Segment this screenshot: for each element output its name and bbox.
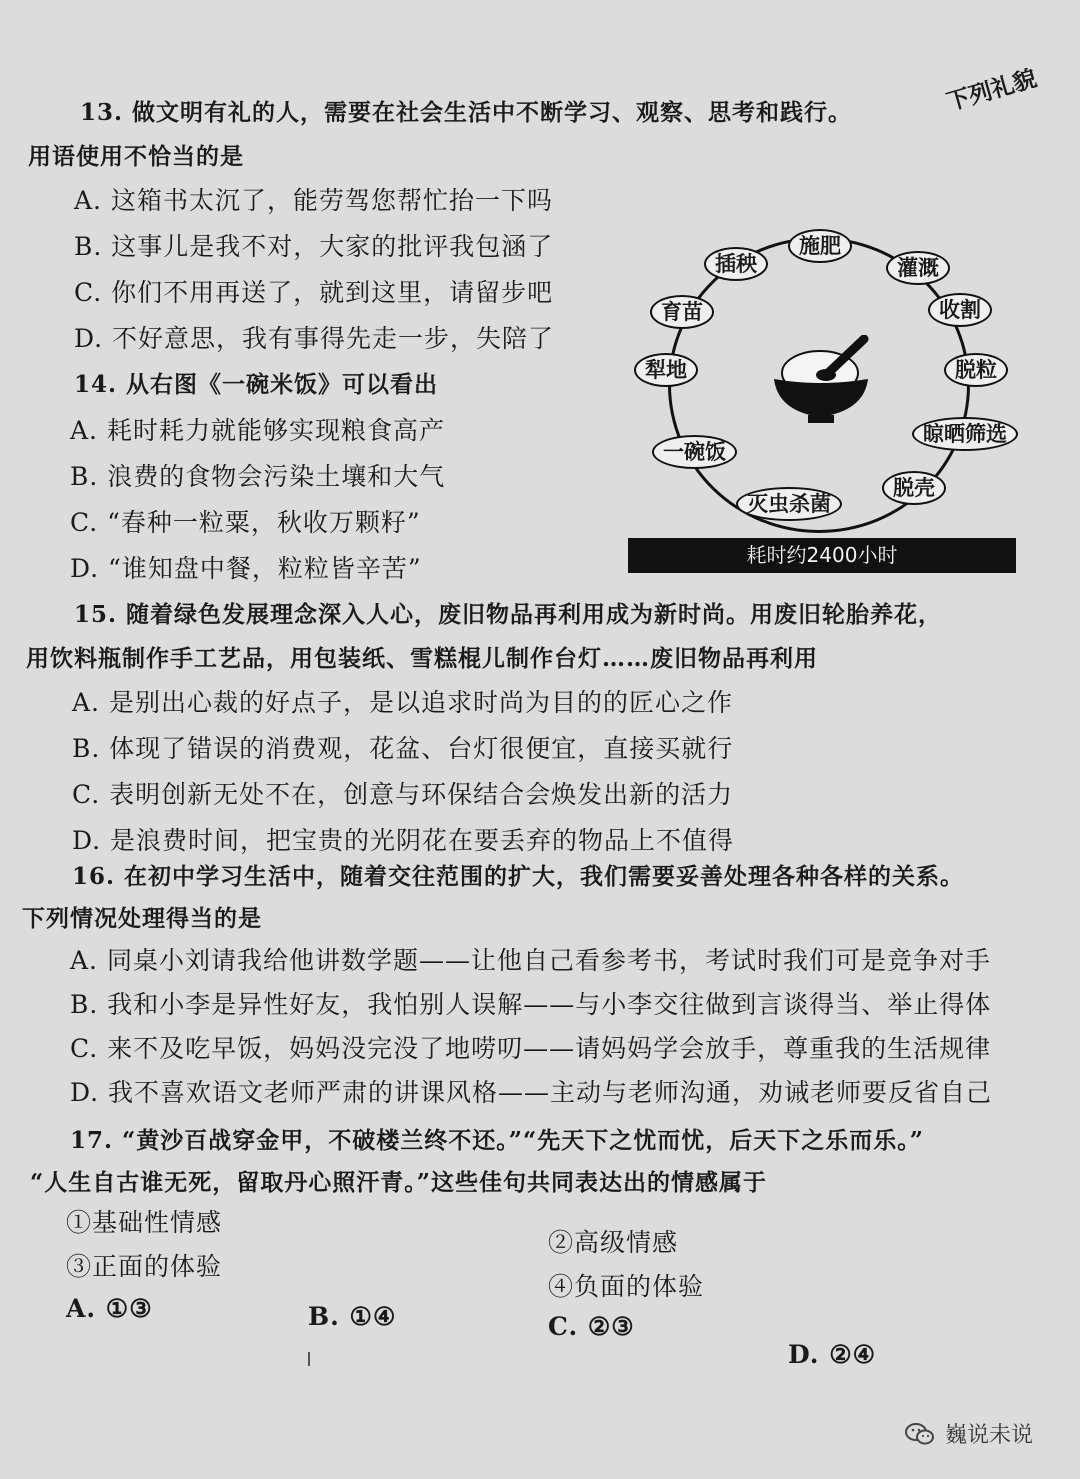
q15-option-b: B. 体现了错误的消费观，花盆、台灯很便宜，直接买就行 [72,734,734,763]
diagram-node-seedling: 育苗 [650,295,714,329]
scan-mark [308,1352,310,1366]
q15-stem-line1: 15. 随着绿色发展理念深入人心，废旧物品再利用成为新时尚。用废旧轮胎养花， [74,601,943,628]
diagram-node-irrigate: 灌溉 [886,251,950,285]
q15-option-d: D. 是浪费时间，把宝贵的光阴花在要丢弃的物品上不值得 [72,826,735,855]
q16-stem-line1: 16. 在初中学习生活中，随着交往范围的扩大，我们需要妥善处理各种各样的关系。 [72,863,965,890]
q16-stem-line2: 下列情况处理得当的是 [22,905,262,932]
q14-option-a: A. 耗时耗力就能够实现粮食高产 [70,416,445,445]
rice-bowl-icon [768,335,878,425]
q17-option-a: A. ①③ [66,1294,153,1323]
q17-option-d: D. ②④ [788,1340,877,1369]
diagram-caption: 耗时约2400小时 [628,538,1016,573]
diagram-node-transplant: 插秧 [704,247,768,281]
diagram-node-harvest: 收割 [928,293,992,327]
q15-option-a: A. 是别出心裁的好点子，是以追求时尚为目的的匠心之作 [72,688,733,717]
diagram-node-pest-control: 灭虫杀菌 [736,487,842,521]
q13-stem-line1: 13. 做文明有礼的人，需要在社会生活中不断学习、观察、思考和践行。 [80,99,853,126]
q17-stem-line2: “人生自古谁无死，留取丹心照汗青。”这些佳句共同表达出的情感属于 [30,1169,767,1196]
wechat-icon [905,1422,935,1446]
q16-option-b: B. 我和小李是异性好友，我怕别人误解——与小李交往做到言谈得当、举止得体 [70,990,992,1019]
corner-text: 下列礼貌 [943,64,1040,117]
q16-option-c: C. 来不及吃早饭，妈妈没完没了地唠叨——请妈妈学会放手，尊重我的生活规律 [70,1034,992,1063]
q13-option-b: B. 这事儿是我不对，大家的批评我包涵了 [74,232,554,261]
q15-option-c: C. 表明创新无处不在，创意与环保结合会焕发出新的活力 [72,780,734,809]
watermark-text: 巍说未说 [945,1423,1034,1448]
diagram-node-fertilize: 施肥 [788,229,852,263]
q17-item-1: ①基础性情感 [66,1208,223,1237]
diagram-node-thresh: 脱粒 [944,353,1008,387]
q16-option-d: D. 我不喜欢语文老师严肃的讲课风格——主动与老师沟通，劝诫老师要反省自己 [70,1078,993,1107]
q17-item-3: ③正面的体验 [66,1252,223,1281]
watermark [905,1418,1033,1449]
q14-stem: 14. 从右图《一碗米饭》可以看出 [74,371,439,398]
q17-option-b: B. ①④ [308,1302,397,1331]
diagram-node-plough: 犁地 [634,353,698,387]
q14-option-b: B. 浪费的食物会污染土壤和大气 [70,462,446,491]
q14-option-d: D. “谁知盘中餐，粒粒皆辛苦” [70,554,422,583]
q13-stem-line2: 用语使用不恰当的是 [28,143,244,170]
q13-option-c: C. 你们不用再送了，就到这里，请留步吧 [74,278,554,307]
q17-item-4: ④负面的体验 [548,1272,705,1301]
q17-option-c: C. ②③ [548,1312,635,1341]
diagram-node-husk: 脱壳 [882,471,946,505]
diagram-node-bowl-of-rice: 一碗饭 [652,435,737,469]
q15-stem-line2: 用饮料瓶制作手工艺品，用包装纸、雪糕棍儿制作台灯……废旧物品再利用 [26,645,818,672]
rice-bowl-diagram [628,225,1023,575]
q13-option-d: D. 不好意思，我有事得先走一步，失陪了 [74,324,555,353]
q17-item-2: ②高级情感 [548,1228,679,1257]
q13-option-a: A. 这箱书太沉了，能劳驾您帮忙抬一下吗 [74,186,553,215]
q14-option-c: C. “春种一粒粟，秋收万颗籽” [70,508,421,537]
diagram-node-dry-screen: 晾晒筛选 [912,417,1018,451]
q17-stem-line1: 17. “黄沙百战穿金甲，不破楼兰终不还。”“先天下之忧而忧，后天下之乐而乐。” [70,1127,924,1154]
q16-option-a: A. 同桌小刘请我给他讲数学题——让他自己看参考书，考试时我们可是竞争对手 [70,946,991,975]
